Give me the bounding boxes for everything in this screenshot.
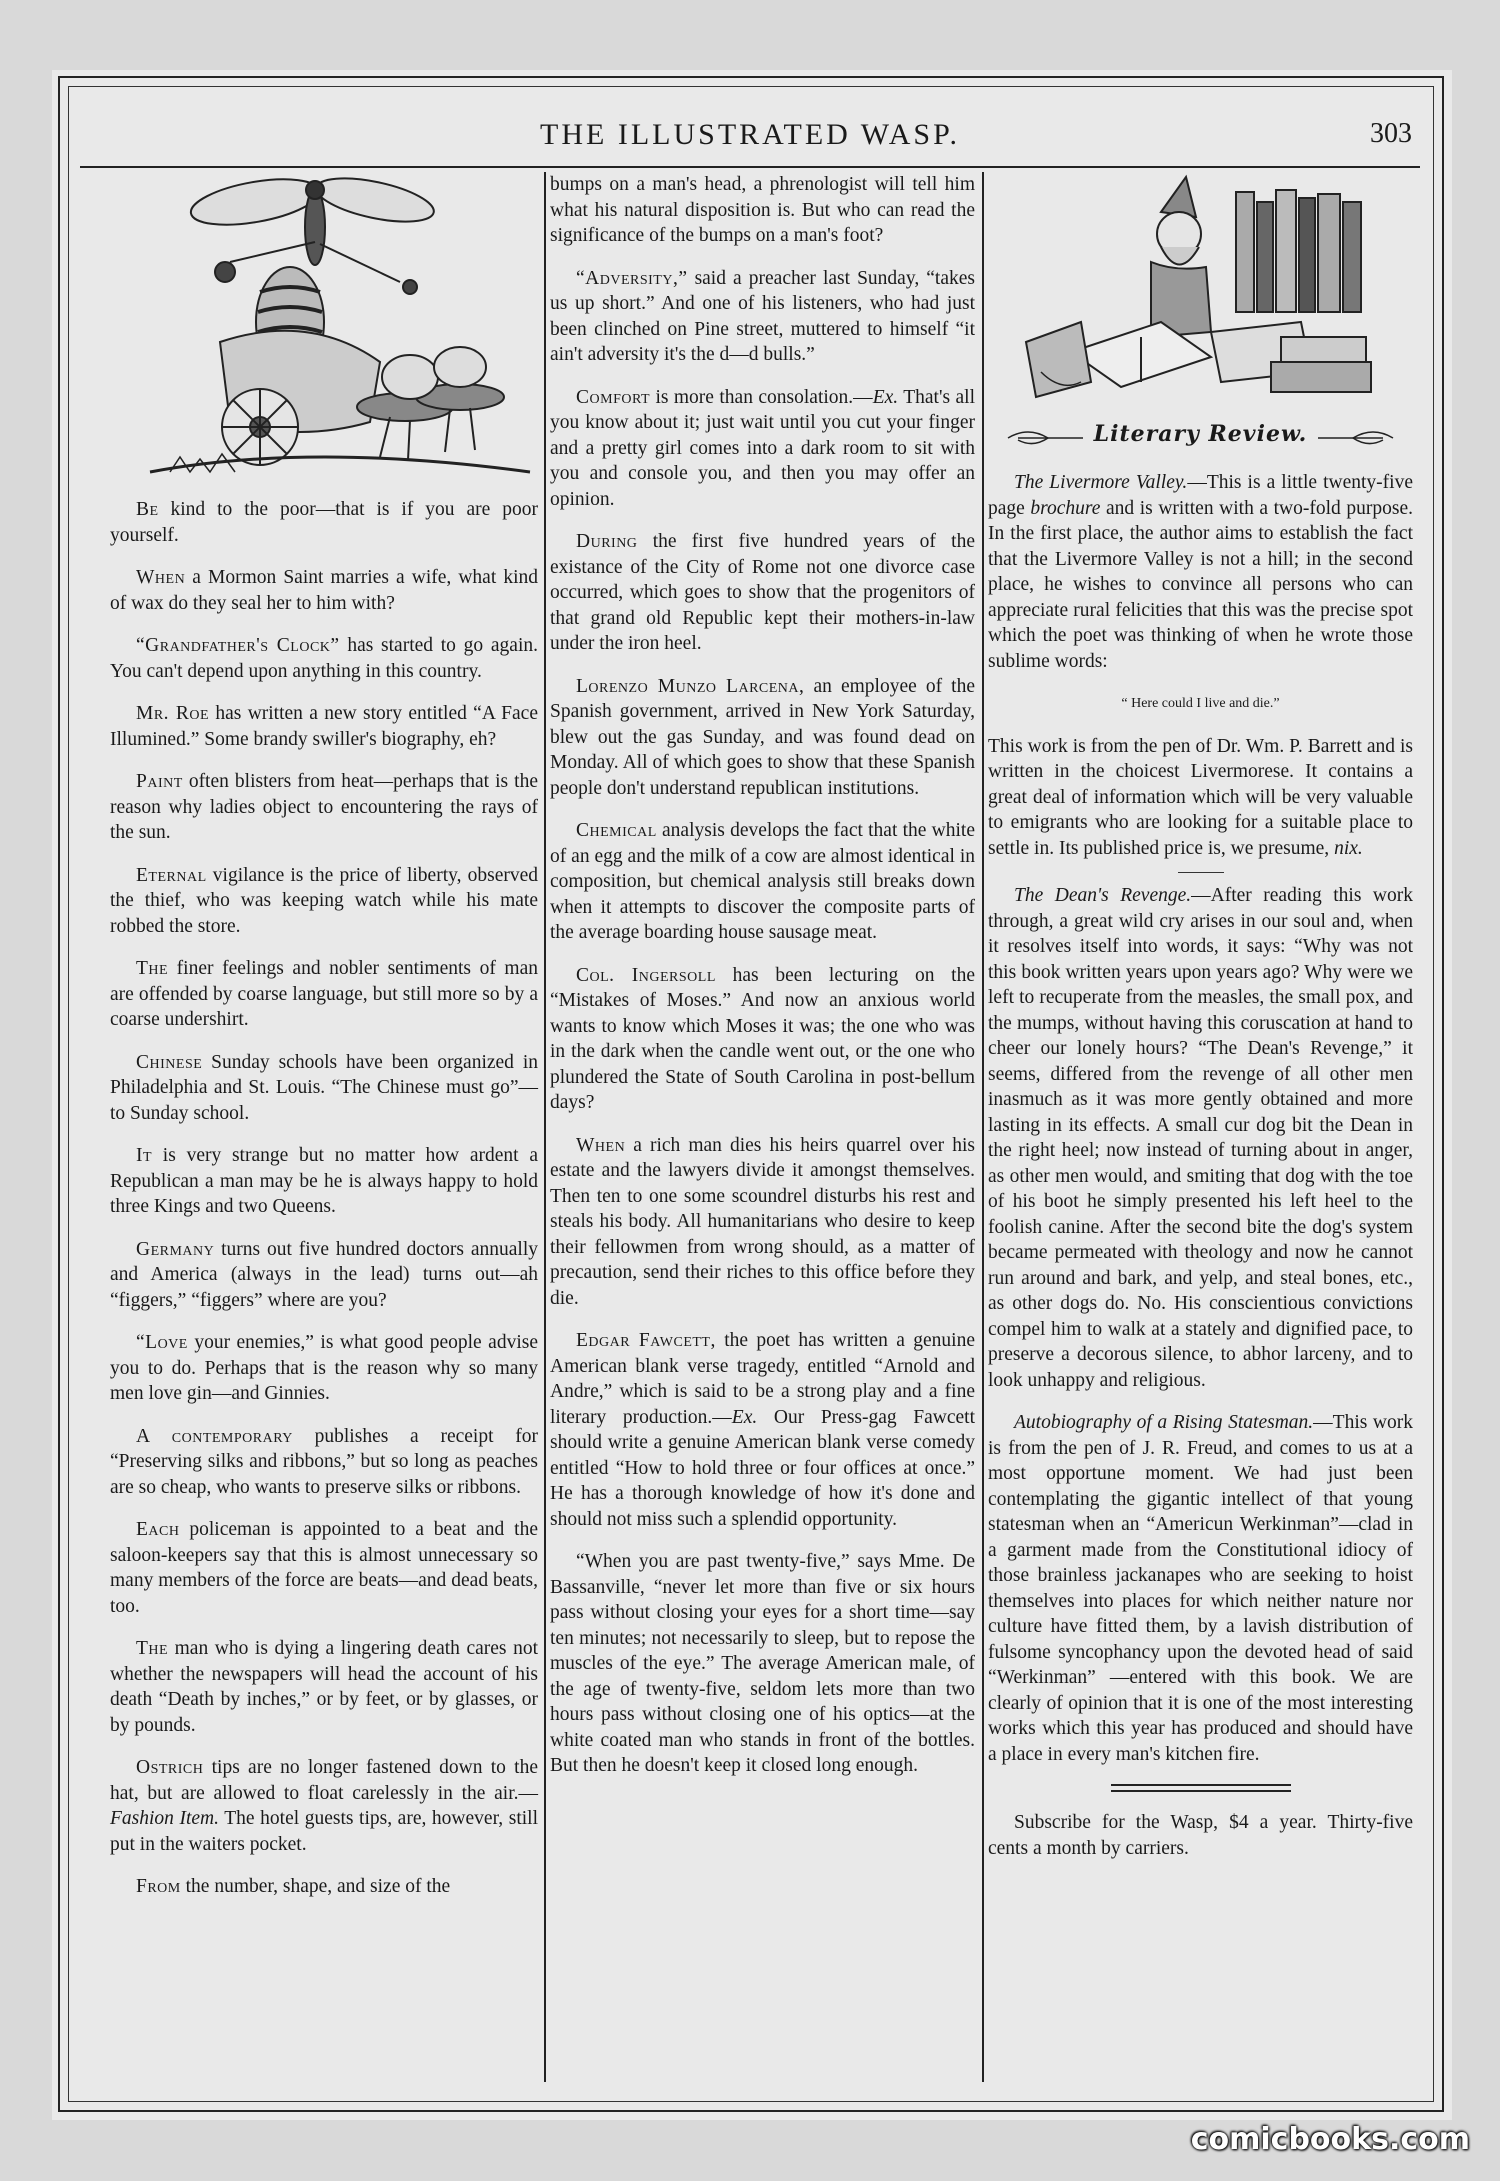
review-title: Literary Review. (1093, 421, 1308, 447)
paragraph: Paint often blisters from heat—perhaps that is the reason why ladies object to encountering the rays of the sun. (110, 771, 538, 843)
paragraph: When a Mormon Saint marries a wife, what kind of wax do they seal her to him with? (110, 567, 538, 614)
paragraph: Chinese Sunday schools have been organized in Philadelphia and St. Louis. “The Chinese must go”—to Sunday school. (110, 1051, 538, 1124)
quote: “ Here could I live and die.” (1121, 696, 1280, 711)
paragraph: A contemporary publishes a receipt for “Preserving silks and ribbons,” but so long as peaches are so cheap, who wants to preserve silks or ribbons. (110, 1425, 538, 1498)
paragraph: bumps on a man's head, a phrenologist will tell him what his natural disposition is. But who can read the significance of the bumps on a man's foot? (550, 174, 975, 246)
paragraph: Ostrich tips are no longer fastened down to the hat, but are allowed to float carelessly in the air.—Fashion Item. The hotel guests tips, are, however, still put in the waiters pocket. (110, 1757, 538, 1855)
gnome-reading-illustration (1011, 172, 1391, 412)
paragraph: It is very strange but no matter how ardent a Republican a man may be he is always happy to hold three Kings and two Queens. (110, 1145, 538, 1217)
column-2 (550, 172, 975, 1796)
paragraph: During the first five hundred years of the existance of the City of Rome not one divorce case occurred, which goes to show that the progenitors of that grand old Republic kept their mothers-in-law under the iron heel. (550, 531, 975, 654)
header-rule (80, 166, 1420, 168)
paragraph: Eternal vigilance is the price of liberty, observed the thief, who was keeping watch while his mate robbed the store. (110, 864, 538, 937)
paragraph: Be kind to the poor—that is if you are poor yourself. (110, 499, 538, 546)
column-divider-1 (544, 172, 546, 2082)
page-number: 303 (1370, 118, 1412, 149)
paragraph: From the number, shape, and size of the (136, 1876, 451, 1897)
paragraph: Col. Ingersoll has been lecturing on the “Mistakes of Moses.” And now an anxious world wants to know which Moses it was; the one who was in the dark when the candle went out, or the one who plundered the State of South Carolina in post-bellum days? (550, 964, 975, 1113)
literary-review-heading (988, 418, 1413, 462)
paragraph: “Adversity,” said a preacher last Sunday, “takes us up short.” And one of his listeners, who had just been clinched on Pine street, muttered to himself “it ain't adversity it's the d—d bulls.” (550, 267, 975, 365)
paragraph: Autobiography of a Rising Statesman.—This work is from the pen of J. R. Freud, and comes to us at a most opportune moment. We had just been contemplating the gigantic intellect of that young statesman when an “Americun Werkinman”—clad in a garment made from the Constitutional idiocy of those brainless jackanapes who are seeking to hoist themselves into places for which neither nature nor culture have fitted them, by a lavish distribution of fulsome syncophancy upon the devoted head of said “Werkinman” —entered with this book. We are clearly of opinion that it is one of the most interesting works which this year has produced and should have a place in every man's kitchen fire. (988, 1412, 1413, 1765)
paragraph: Each policeman is appointed to a beat and the saloon-keepers say that this is almost unnecessary so many members of the force are beats—and dead beats, too. (110, 1519, 538, 1617)
paragraph: The man who is dying a lingering death cares not whether the newspapers will head the account of his death “Death by inches,” or by feet, or by glasses, or by pounds. (110, 1638, 538, 1736)
paragraph: This work is from the pen of Dr. Wm. P. Barrett and is written in the choicest Livermorese. It contains a great deal of information which will be very valuable to emigrants who are looking for a suitable place to settle in. Its published price is, we presume, nix. (988, 735, 1413, 859)
paragraph: The finer feelings and nobler sentiments of man are offended by coarse language, but still more so by a coarse undershirt. (110, 958, 538, 1030)
column-divider-2 (982, 172, 984, 2082)
column-1 (110, 172, 538, 1917)
paragraph: “Grandfather's Clock” has started to go again. You can't depend upon anything in this country. (110, 635, 538, 682)
paragraph: Comfort is more than consolation.—Ex. That's all you know about it; just wait until you cut your finger and a pretty girl comes into a dark room to sit with you and console you, and then you may offer an opinion. (550, 386, 975, 510)
paragraph: “When you are past twenty-five,” says Mme. De Bassanville, “never let more than five or six hours pass without closing your eyes for a short time—say ten minutes; not necessarily to sleep, but to repose the muscles of the eye.” The average American male, of the age of twenty-five, seldom lets more than two hours pass without closing one of his optics—at the white coated man who stands in front of the bottles. But then he doesn't keep it closed long enough. (550, 1551, 975, 1776)
masthead-title: THE ILLUSTRATED WASP. (540, 118, 960, 151)
paragraph: Lorenzo Munzo Larcena, an employee of the Spanish government, arrived in New York Saturday, blew out the gas Sunday, and was found dead on Monday. All of which goes to show that these Spanish people don't understand republican institutions. (550, 675, 975, 799)
divider (1178, 872, 1224, 873)
paragraph: The Livermore Valley.—This is a little twenty-five page brochure and is written with a two-fold purpose. In the first place, the author aims to establish the fact that the Livermore Valley is not a hill; in the second place, he wishes to convince all persons who can appreciate rural felicities that this was the precise spot which the poet was thinking of when he wrote those sublime words: (988, 472, 1413, 672)
paragraph: Edgar Fawcett, the poet has written a genuine American blank verse tragedy, entitled “Arnold and Andre,” which is said to be a strong play and a fine literary production.—Ex. Our Press-gag Fawcett should write a genuine American blank verse comedy entitled “How to hold three or four offices at once.” He has a thorough knowledge of how it's done and should not miss such a splendid opportunity. (550, 1330, 975, 1530)
paragraph: Mr. Roe has written a new story entitled “A Face Illumined.” Some brandy swiller's biography, eh? (110, 703, 538, 750)
paragraph: Germany turns out five hundred doctors annually and America (always in the lead) turns out—ah “figgers,” “figgers” where are you? (110, 1238, 538, 1311)
subscribe-notice: Subscribe for the Wasp, $4 a year. Thirty-five cents a month by carriers. (988, 1812, 1413, 1859)
paragraph: Chemical analysis develops the fact that the white of an egg and the milk of a cow are almost identical in composition, but chemical analysis still breaks down when it attempts to discover the composite parts of the average boarding house sausage meat. (550, 820, 975, 943)
column-3 (988, 172, 1413, 1878)
wasp-chariot-illustration (110, 172, 538, 487)
paragraph: The Dean's Revenge.—After reading this work through, a great wild cry arises in our soul and, when it resolves itself into words, it says: “Why was not this book written years upon years ago? Why were we left to recuperate from the measles, the small pox, and the mumps, without having this coruscation at hand to cheer our lonely hours? “The Dean's Revenge,” it seems, differed from the revenge of all other men inasmuch as it was more gently obtained and more lasting in its effects. A small cur dog bit the Dean in the right heel; now instead of turning about in anger, as other men would, and smiting that dog with the toe of his boot he simply presented his left heel to the foolish canine. After the second bite the dog's system became permeated with theology and now he cannot run around and bark, and yelp, and steal bones, etc., as other dogs do. No. His conscientious convictions compel him to walk at a stately and dignified pace, to preserve a decorous silence, to abhor larceny, and to look unhappy and religious. (988, 885, 1413, 1391)
page-header (80, 112, 1420, 162)
divider (1111, 1784, 1291, 1792)
watermark: comicbooks.com (1190, 2122, 1470, 2157)
paragraph: “Love your enemies,” is what good people advise you to do. Perhaps that is the reason why so many men love gin—and Ginnies. (110, 1332, 538, 1404)
paragraph: When a rich man dies his heirs quarrel over his estate and the lawyers divide it amongst themselves. Then ten to one some scoundrel disturbs his rest and steals his body. All humanitarians who desire to keep their fellowmen from wrong should, as a matter of precaution, send their riches to this office before they die. (550, 1134, 975, 1309)
